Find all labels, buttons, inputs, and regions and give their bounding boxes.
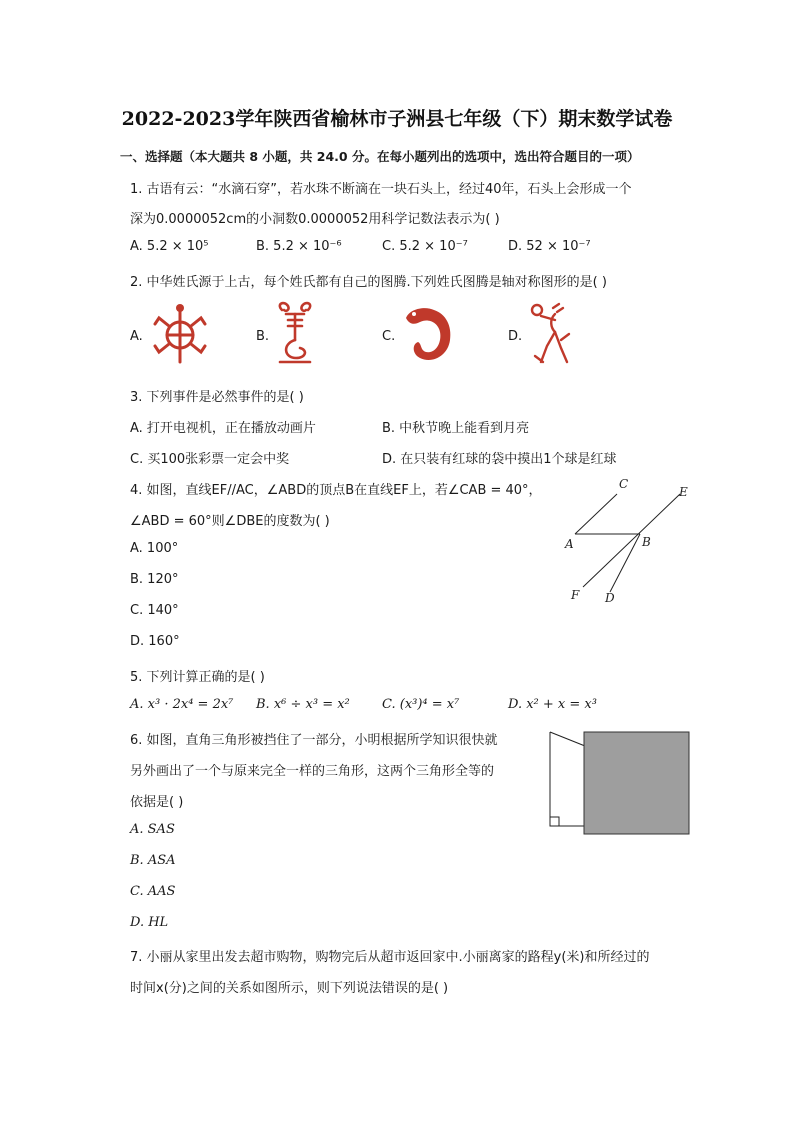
q6-option-a: A. SAS — [130, 822, 175, 837]
q5-option-d: D. x² + x = x³ — [508, 697, 597, 712]
q6-line1: 6. 如图，直角三角形被挡住了一部分，小明根据所学知识很快就 — [130, 733, 498, 748]
totem-c-dragon-icon — [400, 302, 460, 366]
label-a: A — [565, 537, 574, 551]
q3-line1: 3. 下列事件是必然事件的是( ) — [130, 390, 304, 405]
q2-line1: 2. 中华姓氏源于上古，每个姓氏都有自己的图腾.下列姓氏图腾是轴对称图形的是( ) — [130, 275, 607, 290]
q2-label-d: D. — [508, 329, 523, 344]
q1-option-c: C. 5.2 × 10⁻⁷ — [382, 239, 468, 254]
q3-option-d: D. 在只装有红球的袋中摸出1个球是红球 — [382, 452, 617, 467]
q4-option-b: B. 120° — [130, 572, 179, 587]
q3-option-a: A. 打开电视机，正在播放动画片 — [130, 421, 316, 436]
q4-geometry-figure — [555, 472, 705, 607]
q6-line2: 另外画出了一个与原来完全一样的三角形，这两个三角形全等的 — [130, 764, 495, 779]
q2-label-a: A. — [130, 329, 143, 344]
q4-line2: ∠ABD = 60°则∠DBE的度数为( ) — [130, 514, 330, 529]
q4-option-a: A. 100° — [130, 541, 179, 556]
q5-option-c: C. (x³)⁴ = x⁷ — [382, 697, 460, 712]
q1-line2: 深为0.0000052cm的小洞数0.0000052用科学记数法表示为( ) — [130, 212, 500, 227]
q7-line1: 7. 小丽从家里出发去超市购物，购物完后从超市返回家中.小丽离家的路程y(米)和所经过的 — [130, 950, 650, 965]
q6-option-b: B. ASA — [130, 853, 176, 868]
q2-label-b: B. — [256, 329, 270, 344]
q4-line1: 4. 如图，直线EF//AC，∠ABD的顶点B在直线EF上，若∠CAB = 40°， — [130, 483, 542, 498]
totem-b-curl-icon — [272, 300, 318, 368]
exam-title: 2022-2023学年陕西省榆林市子洲县七年级（下）期末数学试卷 — [121, 108, 673, 130]
q1-option-d: D. 52 × 10⁻⁷ — [508, 239, 591, 254]
q7-line2: 时间x(分)之间的关系如图所示，则下列说法错误的是( ) — [130, 981, 449, 996]
q4-option-c: C. 140° — [130, 603, 179, 618]
q1-option-b: B. 5.2 × 10⁻⁶ — [256, 239, 342, 254]
line-ac — [575, 494, 617, 534]
q6-option-d: D. HL — [130, 915, 169, 930]
line-ef — [583, 494, 680, 587]
totem-a-turtle-icon — [150, 300, 210, 370]
q4-option-d: D. 160° — [130, 634, 180, 649]
q6-covered-triangle-figure — [545, 726, 695, 838]
section-heading: 一、选择题（本大题共 8 小题，共 24.0 分。在每小题列出的选项中，选出符合题目的一项） — [120, 149, 640, 164]
label-e: E — [679, 485, 688, 499]
q5-option-b: B. x⁶ ÷ x³ = x² — [256, 697, 350, 712]
q3-option-c: C. 买100张彩票一定会中奖 — [130, 452, 290, 467]
cover-rectangle — [584, 732, 689, 834]
q6-line3: 依据是( ) — [130, 795, 184, 810]
label-f: F — [571, 588, 580, 602]
q1-line1: 1. 古语有云：“水滴石穿”，若水珠不断滴在一块石头上，经过40年，石头上会形成一个 — [130, 182, 632, 197]
label-d: D — [605, 591, 615, 605]
label-b: B — [642, 535, 651, 549]
q3-option-b: B. 中秋节晚上能看到月亮 — [382, 421, 530, 436]
line-bd — [610, 534, 640, 592]
q1-option-a: A. 5.2 × 10⁵ — [130, 239, 209, 254]
q5-option-a: A. x³ · 2x⁴ = 2x⁷ — [130, 697, 234, 712]
label-c: C — [619, 477, 629, 491]
totem-d-figure-icon — [525, 300, 575, 370]
q6-option-c: C. AAS — [130, 884, 176, 899]
q2-label-c: C. — [382, 329, 396, 344]
q5-line1: 5. 下列计算正确的是( ) — [130, 670, 265, 685]
